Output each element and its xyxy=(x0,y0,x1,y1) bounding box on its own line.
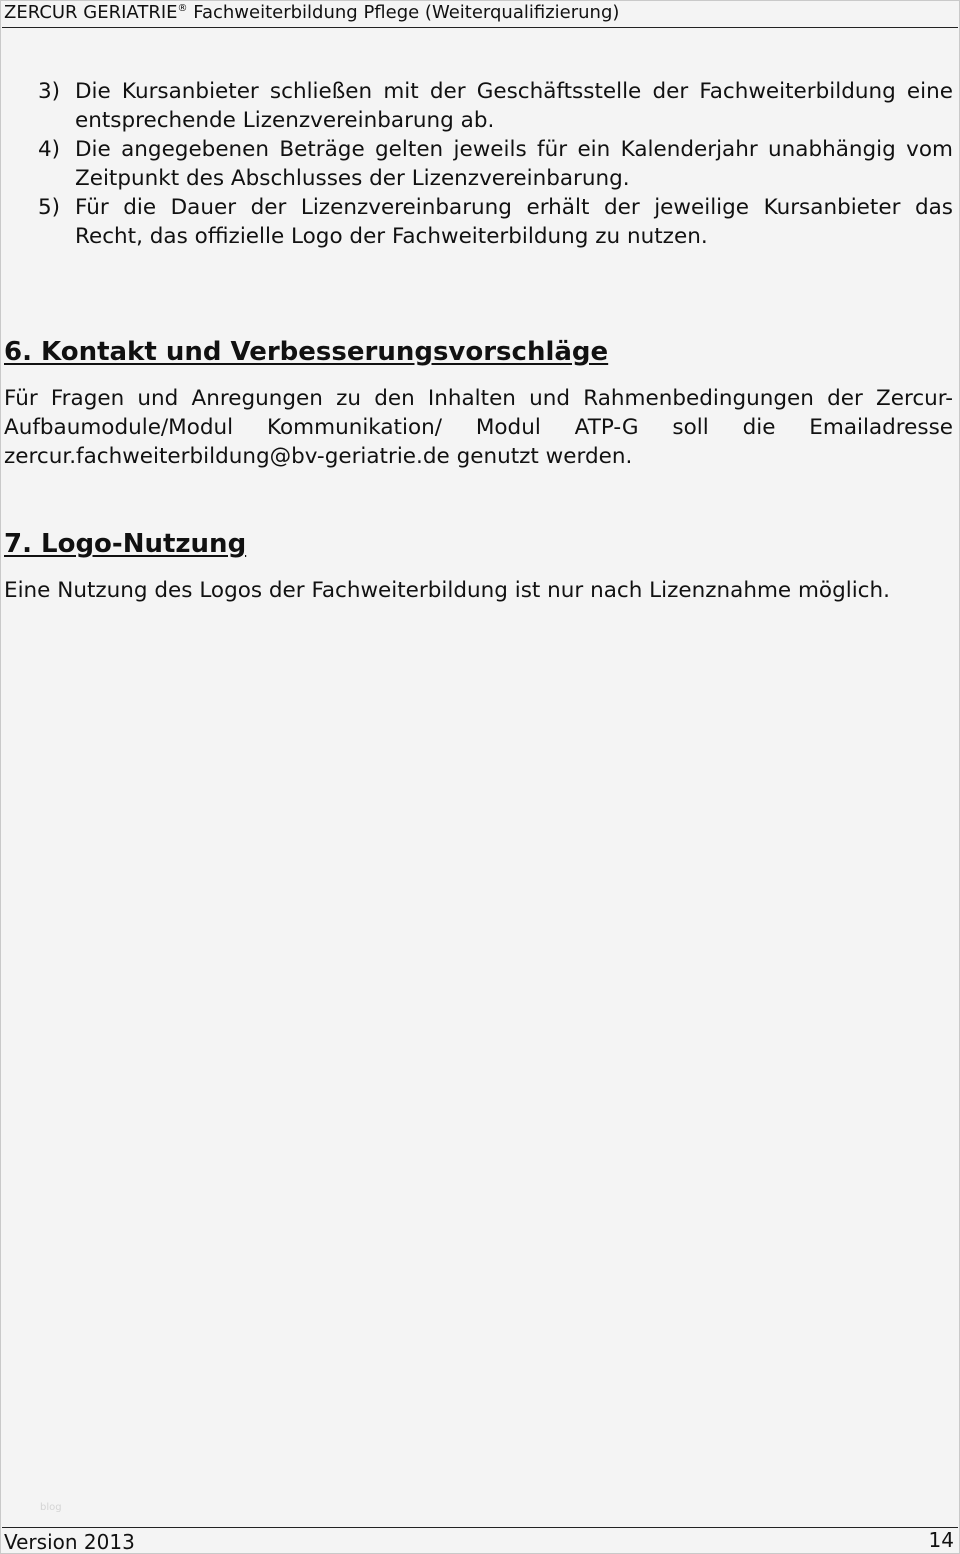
registered-mark: ® xyxy=(177,3,188,14)
list-item-text: Für die Dauer der Lizenzvereinbarung erhält der jeweilige Kursanbieter das Recht, das offizielle Logo der Fachweiterbildung zu nutzen. xyxy=(75,195,953,249)
page-header xyxy=(4,0,619,26)
list-item xyxy=(38,135,953,193)
footer-version: Version 2013 xyxy=(4,1530,135,1554)
list-item-text: Die angegebenen Beträge gelten jeweils für ein Kalenderjahr unabhängig vom Zeitpunkt des Abschlusses der Lizenzvereinbarung. xyxy=(75,137,953,191)
header-brand: ZERCUR GERIATRIE xyxy=(4,2,178,23)
header-divider xyxy=(2,27,958,28)
footer-divider xyxy=(2,1527,958,1528)
section-7-heading: 7. Logo-Nutzung xyxy=(4,529,247,559)
list-item-text: Die Kursanbieter schließen mit der Geschäftsstelle der Fachweiterbildung eine entsprechende Lizenzvereinbarung ab. xyxy=(75,79,953,133)
list-item-number: 4) xyxy=(38,137,61,162)
watermark: blog xyxy=(40,1502,62,1513)
numbered-list xyxy=(38,77,953,251)
section-6-paragraph: Für Fragen und Anregungen zu den Inhalten und Rahmenbedingungen der Zercur-Aufbaumodule/Modul Kommunikation/ Modul ATP-G soll die Emailadresse zercur.fachweiterbildung@bv-geriatrie.de genutzt werden. xyxy=(4,386,953,469)
list-item-number: 3) xyxy=(38,79,61,104)
list-item xyxy=(38,77,953,135)
header-subtitle: Fachweiterbildung Pflege (Weiterqualifizierung) xyxy=(193,2,620,23)
section-7-paragraph: Eine Nutzung des Logos der Fachweiterbildung ist nur nach Lizenznahme möglich. xyxy=(4,578,890,603)
section-6-heading: 6. Kontakt und Verbesserungsvorschläge xyxy=(4,337,609,367)
list-item-number: 5) xyxy=(38,195,61,220)
list-item xyxy=(38,193,953,251)
page-number: 14 xyxy=(928,1528,954,1552)
